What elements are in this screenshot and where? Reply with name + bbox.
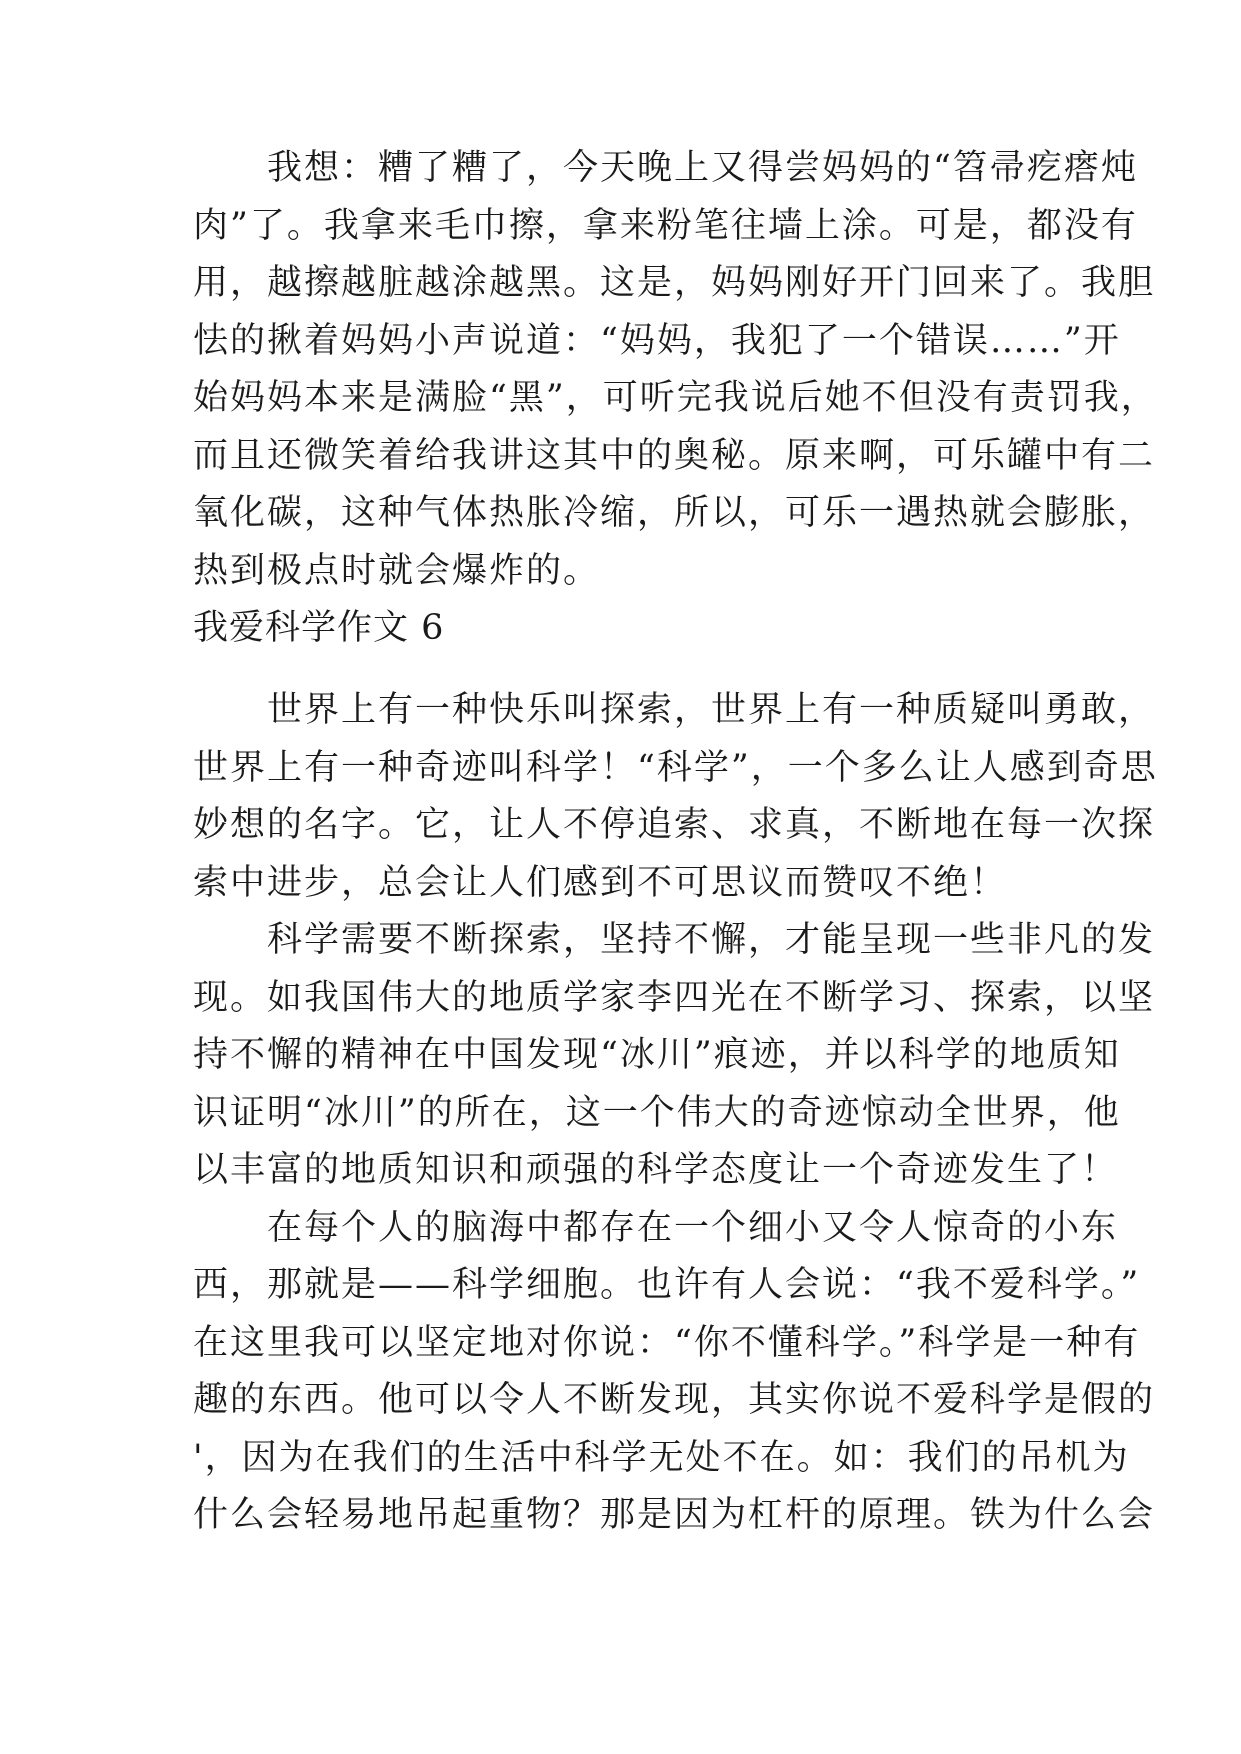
text-line: 我想：糟了糟了，今天晚上又得尝妈妈的“笤帚疙瘩炖	[193, 148, 1138, 188]
text-line: 西，那就是——科学细胞。也许有人会说：“我不爱科学。”	[193, 1265, 1141, 1305]
text-line: 氧化碳，这种气体热胀冷缩，所以，可乐一遇热就会膨胀，	[193, 493, 1156, 533]
paragraph-block-2	[193, 682, 1158, 1545]
text-line: 科学需要不断探索，坚持不懈，才能呈现一些非凡的发	[193, 920, 1156, 960]
text-line: 热到极点时就会爆炸的。	[193, 550, 601, 591]
text-line: 趣的东西。他可以令人不断发现，其实你说不爱科学是假的	[193, 1380, 1156, 1420]
text-line: 索中进步，总会让人们感到不可思议而赞叹不绝！	[193, 862, 1008, 903]
paragraph-block-1	[193, 140, 1158, 658]
text-line: 以丰富的地质知识和顽强的科学态度让一个奇迹发生了！	[193, 1150, 1119, 1190]
text-line: 世界上有一种奇迹叫科学！“科学”，一个多么让人感到奇思	[193, 747, 1158, 788]
text-line: '，因为在我们的生活中科学无处不在。如：我们的吊机为	[193, 1437, 1130, 1478]
text-line: 什么会轻易地吊起重物？那是因为杠杆的原理。铁为什么会	[193, 1495, 1156, 1535]
text-line: 怯的揪着妈妈小声说道：“妈妈，我犯了一个错误……”开	[193, 320, 1121, 361]
text-line: 始妈妈本来是满脸“黑”，可听完我说后她不但没有责罚我，	[193, 378, 1158, 418]
text-line: 识证明“冰川”的所在，这一个伟大的奇迹惊动全世界，他	[193, 1092, 1121, 1133]
text-line: 世界上有一种快乐叫探索，世界上有一种质疑叫勇敢，	[193, 690, 1156, 730]
text-line: 肉”了。我拿来毛巾擦，拿来粉笔往墙上涂。可是，都没有	[193, 205, 1138, 246]
text-line: 持不懈的精神在中国发现“冰川”痕迹，并以科学的地质知	[193, 1035, 1121, 1075]
section-heading: 我爱科学作文 6	[193, 608, 445, 648]
text-line: 现。如我国伟大的地质学家李四光在不断学习、探索，以坚	[193, 977, 1156, 1018]
text-line: 用，越擦越脏越涂越黑。这是，妈妈刚好开门回来了。我胆	[193, 263, 1156, 303]
text-line: 妙想的名字。它，让人不停追索、求真，不断地在每一次探	[193, 805, 1156, 845]
text-line: 在每个人的脑海中都存在一个细小又令人惊奇的小东	[193, 1207, 1119, 1248]
text-line: 在这里我可以坚定地对你说：“你不懂科学。”科学是一种有	[193, 1322, 1141, 1363]
text-line: 而且还微笑着给我讲这其中的奥秘。原来啊，可乐罐中有二	[193, 435, 1156, 476]
